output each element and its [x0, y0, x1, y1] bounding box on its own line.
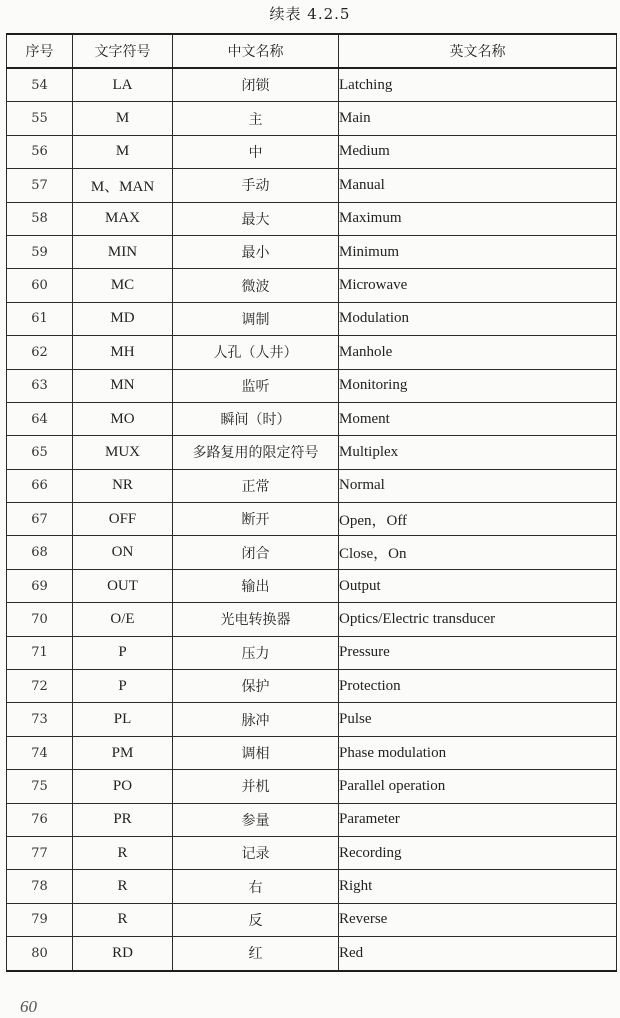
cell-number: 67: [7, 503, 73, 536]
cell-chinese-name: 闭合: [173, 536, 339, 569]
cell-number: 55: [7, 102, 73, 135]
cell-symbol: MAX: [73, 202, 173, 235]
cell-chinese-name: 监听: [173, 369, 339, 402]
cell-chinese-name: 调制: [173, 302, 339, 335]
header-cn: 中文名称: [173, 34, 339, 68]
cell-chinese-name: 断开: [173, 503, 339, 536]
cell-number: 72: [7, 670, 73, 703]
cell-chinese-name: 压力: [173, 636, 339, 669]
header-row: [7, 34, 617, 68]
cell-chinese-name: 调相: [173, 736, 339, 769]
cell-number: 79: [7, 903, 73, 936]
cell-english-name: Medium: [339, 135, 617, 168]
cell-english-name: Pressure: [339, 636, 617, 669]
cell-english-name: Multiplex: [339, 436, 617, 469]
cell-number: 57: [7, 169, 73, 202]
header-symbol: 文字符号: [73, 34, 173, 68]
cell-english-name: Microwave: [339, 269, 617, 302]
cell-english-name: Reverse: [339, 903, 617, 936]
cell-symbol: MO: [73, 402, 173, 435]
table-row: [7, 436, 617, 469]
cell-symbol: OFF: [73, 503, 173, 536]
cell-number: 76: [7, 803, 73, 836]
table-row: [7, 402, 617, 435]
table-row: [7, 870, 617, 903]
cell-number: 54: [7, 68, 73, 102]
cell-symbol: PM: [73, 736, 173, 769]
cell-english-name: Phase modulation: [339, 736, 617, 769]
cell-english-name: Moment: [339, 402, 617, 435]
cell-chinese-name: 脉冲: [173, 703, 339, 736]
cell-number: 65: [7, 436, 73, 469]
cell-chinese-name: 光电转换器: [173, 603, 339, 636]
cell-symbol: MC: [73, 269, 173, 302]
header-en: 英文名称: [339, 34, 617, 68]
cell-number: 61: [7, 302, 73, 335]
cell-symbol: PL: [73, 703, 173, 736]
cell-chinese-name: 反: [173, 903, 339, 936]
table-row: [7, 536, 617, 569]
cell-english-name: Open，Off: [339, 503, 617, 536]
cell-symbol: NR: [73, 469, 173, 502]
cell-number: 75: [7, 770, 73, 803]
table-row: [7, 68, 617, 102]
cell-number: 60: [7, 269, 73, 302]
cell-english-name: Modulation: [339, 302, 617, 335]
cell-number: 71: [7, 636, 73, 669]
cell-english-name: Minimum: [339, 235, 617, 268]
table-row: [7, 670, 617, 703]
cell-symbol: OUT: [73, 569, 173, 602]
cell-chinese-name: 最大: [173, 202, 339, 235]
cell-english-name: Normal: [339, 469, 617, 502]
cell-symbol: PO: [73, 770, 173, 803]
cell-symbol: PR: [73, 803, 173, 836]
cell-number: 77: [7, 836, 73, 869]
table-row: [7, 636, 617, 669]
table-row: [7, 703, 617, 736]
table-caption: 续表 4.2.5: [269, 5, 351, 23]
table-row: [7, 336, 617, 369]
cell-symbol: ON: [73, 536, 173, 569]
cell-number: 64: [7, 402, 73, 435]
cell-symbol: LA: [73, 68, 173, 102]
cell-chinese-name: 中: [173, 135, 339, 168]
cell-english-name: Latching: [339, 68, 617, 102]
table-row: [7, 770, 617, 803]
cell-number: 80: [7, 937, 73, 971]
cell-symbol: R: [73, 870, 173, 903]
cell-chinese-name: 记录: [173, 836, 339, 869]
table-header: [7, 34, 617, 68]
cell-english-name: Protection: [339, 670, 617, 703]
table-row: [7, 135, 617, 168]
cell-symbol: M: [73, 102, 173, 135]
cell-chinese-name: 手动: [173, 169, 339, 202]
cell-number: 66: [7, 469, 73, 502]
cell-symbol: MN: [73, 369, 173, 402]
cell-chinese-name: 人孔（人井）: [173, 336, 339, 369]
cell-number: 68: [7, 536, 73, 569]
cell-chinese-name: 输出: [173, 569, 339, 602]
table-row: [7, 469, 617, 502]
cell-symbol: R: [73, 836, 173, 869]
cell-symbol: R: [73, 903, 173, 936]
cell-english-name: Main: [339, 102, 617, 135]
cell-chinese-name: 参量: [173, 803, 339, 836]
cell-english-name: Maximum: [339, 202, 617, 235]
table-row: [7, 736, 617, 769]
cell-chinese-name: 正常: [173, 469, 339, 502]
cell-chinese-name: 保护: [173, 670, 339, 703]
symbol-table: [6, 33, 617, 972]
cell-chinese-name: 右: [173, 870, 339, 903]
table-row: [7, 569, 617, 602]
table-row: [7, 369, 617, 402]
cell-english-name: Right: [339, 870, 617, 903]
table-row: [7, 202, 617, 235]
cell-number: 70: [7, 603, 73, 636]
table-row: [7, 269, 617, 302]
cell-english-name: Pulse: [339, 703, 617, 736]
cell-english-name: Close，On: [339, 536, 617, 569]
cell-english-name: Parallel operation: [339, 770, 617, 803]
cell-symbol: P: [73, 670, 173, 703]
table-body: [7, 68, 617, 971]
cell-number: 78: [7, 870, 73, 903]
cell-english-name: Manual: [339, 169, 617, 202]
cell-english-name: Recording: [339, 836, 617, 869]
cell-symbol: M、MAN: [73, 169, 173, 202]
cell-symbol: O/E: [73, 603, 173, 636]
table-row: [7, 836, 617, 869]
cell-english-name: Manhole: [339, 336, 617, 369]
cell-number: 73: [7, 703, 73, 736]
cell-english-name: Monitoring: [339, 369, 617, 402]
table-row: [7, 503, 617, 536]
cell-chinese-name: 闭锁: [173, 68, 339, 102]
cell-chinese-name: 多路复用的限定符号: [173, 436, 339, 469]
cell-symbol: MD: [73, 302, 173, 335]
cell-number: 56: [7, 135, 73, 168]
cell-number: 63: [7, 369, 73, 402]
table-row: [7, 603, 617, 636]
cell-symbol: MUX: [73, 436, 173, 469]
cell-english-name: Optics/Electric transducer: [339, 603, 617, 636]
cell-chinese-name: 微波: [173, 269, 339, 302]
cell-chinese-name: 最小: [173, 235, 339, 268]
cell-number: 69: [7, 569, 73, 602]
cell-chinese-name: 瞬间（时）: [173, 402, 339, 435]
cell-english-name: Output: [339, 569, 617, 602]
cell-number: 74: [7, 736, 73, 769]
table-row: [7, 903, 617, 936]
cell-symbol: RD: [73, 937, 173, 971]
cell-chinese-name: 并机: [173, 770, 339, 803]
cell-number: 58: [7, 202, 73, 235]
table-row: [7, 803, 617, 836]
table-row: [7, 302, 617, 335]
cell-number: 59: [7, 235, 73, 268]
page-number: 60: [20, 997, 37, 1016]
cell-chinese-name: 主: [173, 102, 339, 135]
table-row: [7, 937, 617, 971]
header-no: 序号: [7, 34, 73, 68]
cell-symbol: MH: [73, 336, 173, 369]
table-row: [7, 235, 617, 268]
cell-symbol: P: [73, 636, 173, 669]
table-row: [7, 102, 617, 135]
cell-english-name: Parameter: [339, 803, 617, 836]
cell-english-name: Red: [339, 937, 617, 971]
cell-symbol: M: [73, 135, 173, 168]
cell-chinese-name: 红: [173, 937, 339, 971]
table-row: [7, 169, 617, 202]
cell-number: 62: [7, 336, 73, 369]
cell-symbol: MIN: [73, 235, 173, 268]
